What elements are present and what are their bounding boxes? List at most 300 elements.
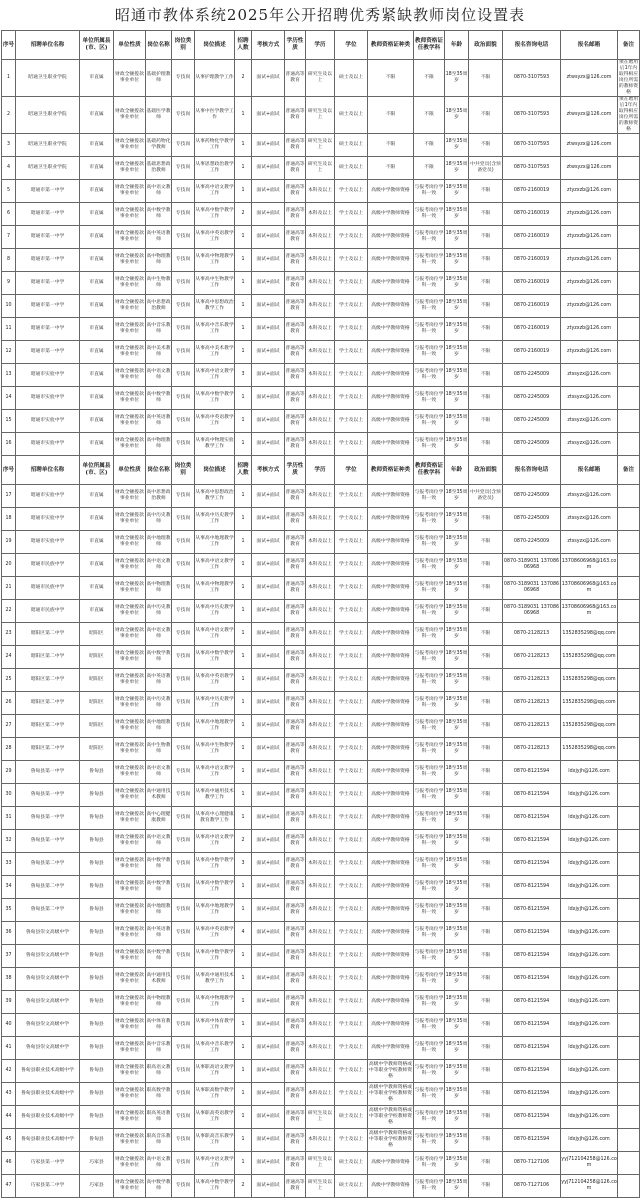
table-cell: 不限 — [469, 577, 503, 600]
table-cell — [618, 876, 640, 899]
table-cell: 面试+面试 — [252, 410, 285, 433]
table-cell: 普通高等教育 — [285, 387, 306, 410]
table-cell: 从事药物化学教学工作 — [195, 134, 235, 157]
table-cell: 研究生及以上 — [306, 1152, 335, 1175]
table-cell: 面试+面试 — [252, 692, 285, 715]
table-cell: 财政全额拨款事业单位 — [114, 295, 146, 318]
table-cell — [618, 508, 640, 531]
table-cell: 面试+面试 — [252, 203, 285, 226]
table-cell: 1 — [235, 433, 252, 456]
column-header: 序号 — [2, 31, 16, 60]
table-cell: 从事高中通用技术教学工作 — [195, 968, 235, 991]
table-row — [2, 249, 640, 272]
table-cell: 与报考岗位学科一致 — [414, 272, 445, 295]
table-cell: 1 — [235, 318, 252, 341]
table-cell: 从事高中数学教学工作 — [195, 387, 235, 410]
table-cell: 不限 — [469, 318, 503, 341]
table-cell: 硕士及以上 — [335, 60, 368, 97]
table-cell: 学士及以上 — [335, 1129, 368, 1152]
table-cell: 高中历史教师 — [146, 600, 172, 623]
table-cell: 市直属 — [80, 226, 114, 249]
table-cell: 财政全额拨款事业单位 — [114, 433, 146, 456]
table-cell: 18至35周岁 — [445, 341, 469, 364]
table-cell: 高级中学教师资格 — [368, 554, 414, 577]
table-cell: 18至35周岁 — [445, 180, 469, 203]
table-cell — [618, 807, 640, 830]
table-row — [2, 318, 640, 341]
table-cell: ztwsyzx@126.com — [561, 134, 618, 157]
table-cell: 17 — [2, 485, 16, 508]
table-cell: 高级中学教师资格 — [368, 715, 414, 738]
table-cell: 0870-2160019 — [503, 249, 561, 272]
table-cell: 专技岗 — [172, 807, 195, 830]
table-cell: 普通高等教育 — [285, 600, 306, 623]
table-row — [2, 853, 640, 876]
table-row — [2, 134, 640, 157]
table-cell: 学士及以上 — [335, 387, 368, 410]
table-cell: 财政全额拨款事业单位 — [114, 341, 146, 364]
table-row — [2, 761, 640, 784]
table-cell: 本科及以上 — [306, 623, 335, 646]
column-header: 招聘单位名称 — [16, 456, 80, 485]
table-cell: 专技岗 — [172, 1014, 195, 1037]
table-cell: 18至35周岁 — [445, 410, 469, 433]
table-cell: 鲁甸县 — [80, 991, 114, 1014]
table-cell: 从事高中思想政治教学工作 — [195, 295, 235, 318]
table-cell: 市直属 — [80, 387, 114, 410]
table-cell: 专技岗 — [172, 876, 195, 899]
table-cell: 不限 — [469, 646, 503, 669]
table-cell: 11 — [2, 318, 16, 341]
table-cell: 30 — [2, 784, 16, 807]
table-cell — [618, 922, 640, 945]
table-cell: 面试+面试 — [252, 853, 285, 876]
table-cell: ztssyzx@126.com — [561, 410, 618, 433]
table-cell: 普通高等教育 — [285, 226, 306, 249]
table-cell: 学士及以上 — [335, 318, 368, 341]
table-cell: 不限 — [469, 226, 503, 249]
table-cell: 市直属 — [80, 249, 114, 272]
table-cell: 昭通市实验中学 — [16, 410, 80, 433]
table-cell: 20 — [2, 554, 16, 577]
table-cell: 面试+面试 — [252, 1083, 285, 1106]
table-cell: 18至35周岁 — [445, 715, 469, 738]
table-cell: 普通高等教育 — [285, 945, 306, 968]
table-cell: 财政全额拨款事业单位 — [114, 1106, 146, 1129]
table-cell: 学士及以上 — [335, 968, 368, 991]
table-cell: ztyzxzb@126.com — [561, 341, 618, 364]
table-cell: 从事中医学教学工作 — [195, 97, 235, 134]
table-cell: 41 — [2, 1037, 16, 1060]
table-cell: 与报考岗位学科一致 — [414, 485, 445, 508]
table-cell: 高中美术教师 — [146, 341, 172, 364]
table-cell: ztssyzx@126.com — [561, 364, 618, 387]
table-cell: 本科及以上 — [306, 272, 335, 295]
table-cell: 本科及以上 — [306, 203, 335, 226]
table-cell: 鲁甸县第二中学 — [16, 899, 80, 922]
table-cell: 与报考岗位学科一致 — [414, 968, 445, 991]
table-cell: 高级中学教师资格 — [368, 341, 414, 364]
table-cell: 与报考岗位学科一致 — [414, 433, 445, 456]
table-cell: ztwsyzx@126.com — [561, 97, 618, 134]
table-cell: 财政全额拨款事业单位 — [114, 1083, 146, 1106]
table-cell: 高中数学教师 — [146, 876, 172, 899]
table-cell: 高级中学教师资格 — [368, 899, 414, 922]
table-cell: 财政全额拨款事业单位 — [114, 157, 146, 180]
table-cell: 学士及以上 — [335, 531, 368, 554]
table-cell: ztssyzx@126.com — [561, 433, 618, 456]
table-cell: 昭通市实验中学 — [16, 531, 80, 554]
table-cell: 鲁甸县 — [80, 945, 114, 968]
table-cell: 0870-2128213 — [503, 623, 561, 646]
table-cell: 高级中学教师资格 — [368, 577, 414, 600]
table-cell: 普通高等教育 — [285, 968, 306, 991]
table-cell: 高中历史教师 — [146, 692, 172, 715]
table-cell: 0870-2160019 — [503, 341, 561, 364]
table-cell: 从事高中语文教学工作 — [195, 554, 235, 577]
table-cell: 从事护理教学工作 — [195, 60, 235, 97]
table-cell: 从事思想政治教学工作 — [195, 157, 235, 180]
table-cell: 从事高中美术教学工作 — [195, 341, 235, 364]
table-cell: 普通高等教育 — [285, 97, 306, 134]
table-cell: 学士及以上 — [335, 945, 368, 968]
table-cell: 面试+面试 — [252, 134, 285, 157]
header-row — [2, 31, 640, 60]
table-cell: 高中体育教师 — [146, 1014, 172, 1037]
table-cell: 1 — [235, 623, 252, 646]
table-cell: 从事高中语文教学工作 — [195, 180, 235, 203]
table-cell: 专技岗 — [172, 295, 195, 318]
table-cell: 普通高等教育 — [285, 554, 306, 577]
table-cell: 高级中学教师资格 — [368, 410, 414, 433]
table-cell: 不限 — [414, 134, 445, 157]
table-cell: 学士及以上 — [335, 692, 368, 715]
table-cell: 0870-3107593 — [503, 134, 561, 157]
table-cell: 昭通市实验中学 — [16, 364, 80, 387]
table-cell: 学士及以上 — [335, 669, 368, 692]
table-cell: 0870-8121594 — [503, 761, 561, 784]
column-header: 教师资格证种类 — [368, 456, 414, 485]
table-cell: 学士及以上 — [335, 203, 368, 226]
table-cell: 普通高等教育 — [285, 157, 306, 180]
table-cell: 与报考岗位学科一致 — [414, 853, 445, 876]
table-cell: 面试+面试 — [252, 830, 285, 853]
table-cell: 从事职高英语教学工作 — [195, 1106, 235, 1129]
table-cell: 0870-3189031 13708606968 — [503, 554, 561, 577]
table-cell: ldxjyjh@126.com — [561, 1129, 618, 1152]
table-row — [2, 1152, 640, 1175]
table-cell: 鲁甸县崇文高级中学 — [16, 991, 80, 1014]
table-cell: 鲁甸县崇文高级中学 — [16, 1014, 80, 1037]
table-cell: 不限 — [414, 157, 445, 180]
table-cell: 高中数学教师 — [146, 1175, 172, 1198]
column-header: 序号 — [2, 456, 16, 485]
table-cell: 面试+面试 — [252, 272, 285, 295]
table-cell: 专技岗 — [172, 364, 195, 387]
table-cell: 专技岗 — [172, 508, 195, 531]
table-row — [2, 157, 640, 180]
table-cell: 18 — [2, 508, 16, 531]
table-cell: 1 — [235, 508, 252, 531]
table-cell: 0870-2245009 — [503, 387, 561, 410]
table-cell: 市直属 — [80, 180, 114, 203]
table-cell: 专技岗 — [172, 203, 195, 226]
table-cell: 本科及以上 — [306, 554, 335, 577]
table-cell: 1 — [235, 669, 252, 692]
table-cell: 从事高中语文教学工作 — [195, 830, 235, 853]
table-cell: 硕士及以上 — [335, 157, 368, 180]
table-cell: 学士及以上 — [335, 991, 368, 1014]
table-cell: 学士及以上 — [335, 577, 368, 600]
table-cell: 0870-2160019 — [503, 226, 561, 249]
table-cell: 面试+面试 — [252, 715, 285, 738]
table-cell: 普通高等教育 — [285, 272, 306, 295]
table-cell: 高级中学教师资格 — [368, 784, 414, 807]
table-cell: 面试+面试 — [252, 387, 285, 410]
table-cell: 29 — [2, 761, 16, 784]
table-cell: 专技岗 — [172, 899, 195, 922]
table-cell: 面试+面试 — [252, 945, 285, 968]
table-cell: 普通高等教育 — [285, 531, 306, 554]
table-cell: 昭阳区第二中学 — [16, 669, 80, 692]
table-cell: 面试+面试 — [252, 784, 285, 807]
table-cell: 与报考岗位学科一致 — [414, 577, 445, 600]
table-cell: 从事高中历史教学工作 — [195, 692, 235, 715]
table-row — [2, 531, 640, 554]
column-header: 考核方式 — [252, 31, 285, 60]
table-cell: 普通高等教育 — [285, 318, 306, 341]
table-cell: 从事高中语文教学工作 — [195, 761, 235, 784]
table-cell: 普通高等教育 — [285, 508, 306, 531]
table-cell: 从事高中地理教学工作 — [195, 531, 235, 554]
table-cell: 1352835298@qq.com — [561, 738, 618, 761]
table-cell — [618, 203, 640, 226]
table-cell: 不限 — [469, 1060, 503, 1083]
table-cell: 普通高等教育 — [285, 410, 306, 433]
table-row — [2, 945, 640, 968]
table-cell: 35 — [2, 899, 16, 922]
table-cell — [618, 991, 640, 1014]
table-cell: 昭阳区第二中学 — [16, 646, 80, 669]
table-row — [2, 830, 640, 853]
table-cell: 昭通市第一中学 — [16, 318, 80, 341]
column-header: 学历性质 — [285, 31, 306, 60]
table-cell: 高级中学教师资格 — [368, 830, 414, 853]
table-cell: 18至35周岁 — [445, 853, 469, 876]
table-cell: 与报考岗位学科一致 — [414, 508, 445, 531]
table-cell: 与报考岗位学科一致 — [414, 830, 445, 853]
table-cell: 32 — [2, 830, 16, 853]
table-cell: 高中数学教师 — [146, 646, 172, 669]
table-cell: 从事高中物理教学工作 — [195, 991, 235, 1014]
table-cell: 14 — [2, 387, 16, 410]
table-cell: 10 — [2, 295, 16, 318]
table-cell: 学士及以上 — [335, 784, 368, 807]
table-cell: 从事高中物理教学工作 — [195, 249, 235, 272]
table-cell: 0870-8121594 — [503, 853, 561, 876]
table-cell: 财政全额拨款事业单位 — [114, 577, 146, 600]
table-cell: 面试+面试 — [252, 761, 285, 784]
table-cell: 本科及以上 — [306, 508, 335, 531]
table-cell: 1 — [235, 968, 252, 991]
table-cell — [618, 554, 640, 577]
table-cell: 0870-8121594 — [503, 807, 561, 830]
table-cell: 0870-2128213 — [503, 738, 561, 761]
table-cell: 学士及以上 — [335, 410, 368, 433]
table-cell: 从事高中地理教学工作 — [195, 715, 235, 738]
table-cell: 高中英语教师 — [146, 922, 172, 945]
table-cell: 普通高等教育 — [285, 341, 306, 364]
table-cell: 从事高中英语教学工作 — [195, 669, 235, 692]
table-cell: 面试+面试 — [252, 1129, 285, 1152]
table-cell: 财政全额拨款事业单位 — [114, 97, 146, 134]
table-cell: 0870-2160019 — [503, 203, 561, 226]
table-cell — [618, 1014, 640, 1037]
table-cell: 昭阳区 — [80, 669, 114, 692]
table-cell: ldxjyjh@126.com — [561, 830, 618, 853]
table-cell: 1 — [235, 761, 252, 784]
table-cell: 本科及以上 — [306, 577, 335, 600]
table-cell: 高级中学教师资格 — [368, 295, 414, 318]
table-cell: 市直属 — [80, 508, 114, 531]
table-cell: 不限 — [414, 97, 445, 134]
table-cell: 18至35周岁 — [445, 600, 469, 623]
table-cell: 18至35周岁 — [445, 692, 469, 715]
table-cell: 高中语文教师 — [146, 830, 172, 853]
table-cell: 1 — [235, 945, 252, 968]
table-cell: 高中通用技术教师 — [146, 784, 172, 807]
column-header: 招聘人数 — [235, 456, 252, 485]
table-cell: 0870-8121594 — [503, 1129, 561, 1152]
table-row — [2, 1129, 640, 1152]
table-row — [2, 1083, 640, 1106]
table-cell: 不限 — [368, 157, 414, 180]
table-cell: 鲁甸县 — [80, 761, 114, 784]
table-cell: 0870-2128213 — [503, 692, 561, 715]
table-cell: 34 — [2, 876, 16, 899]
table-row — [2, 485, 640, 508]
table-cell: 0870-2128213 — [503, 715, 561, 738]
table-cell: 本科及以上 — [306, 646, 335, 669]
table-cell: 昭阳区第二中学 — [16, 738, 80, 761]
table-cell: 普通高等教育 — [285, 853, 306, 876]
table-cell: 学士及以上 — [335, 180, 368, 203]
table-cell: 从事高中心理健康教育教学工作 — [195, 807, 235, 830]
table-cell: 市直属 — [80, 577, 114, 600]
table-cell: 巧家县第二中学 — [16, 1175, 80, 1198]
table-cell: 13708606968@163.com — [561, 577, 618, 600]
table-cell: 与报考岗位学科一致 — [414, 761, 445, 784]
table-cell: 面试+面试 — [252, 531, 285, 554]
table-cell: 与报考岗位学科一致 — [414, 249, 445, 272]
table-cell: 面试+面试 — [252, 991, 285, 1014]
table-cell: 1 — [235, 249, 252, 272]
table-cell: ldxjyjh@126.com — [561, 899, 618, 922]
table-cell: 本科及以上 — [306, 1129, 335, 1152]
table-cell: 不限 — [414, 60, 445, 97]
table-cell: 18至35周岁 — [445, 991, 469, 1014]
table-cell: 高级中学教师资格 — [368, 922, 414, 945]
table-cell: 巧家县 — [80, 1175, 114, 1198]
table-cell — [618, 715, 640, 738]
table-cell: 1 — [235, 899, 252, 922]
table-cell: 面试+面试 — [252, 646, 285, 669]
table-cell: 18至35周岁 — [445, 387, 469, 410]
table-cell: 面试+面试 — [252, 968, 285, 991]
table-cell: 昭通市第一中学 — [16, 249, 80, 272]
table-cell: 18至35周岁 — [445, 97, 469, 134]
table-cell: 0870-8121594 — [503, 1037, 561, 1060]
table-cell: 18至35周岁 — [445, 945, 469, 968]
table-cell: 12 — [2, 341, 16, 364]
table-cell: 不限 — [469, 554, 503, 577]
table-cell: 专技岗 — [172, 669, 195, 692]
table-cell: 面试+面试 — [252, 485, 285, 508]
page-title: 昭通市教体系统2025年公开招聘优秀紧缺教师岗位设置表 — [114, 6, 526, 24]
table-cell: 不限 — [469, 669, 503, 692]
table-cell: 专技岗 — [172, 134, 195, 157]
table-cell: 财政全额拨款事业单位 — [114, 180, 146, 203]
table-cell: 18至35周岁 — [445, 60, 469, 97]
table-cell: 与报考岗位学科一致 — [414, 387, 445, 410]
table-cell: 0870-8121594 — [503, 945, 561, 968]
table-cell: 财政全额拨款事业单位 — [114, 203, 146, 226]
table-cell: 鲁甸县 — [80, 1060, 114, 1083]
table-cell: 39 — [2, 991, 16, 1014]
table-cell: 高中生物教师 — [146, 272, 172, 295]
table-cell: 从事高中数学教学工作 — [195, 203, 235, 226]
table-cell: 昭阳区 — [80, 715, 114, 738]
table-cell: 不限 — [469, 922, 503, 945]
table-cell: 面试+面试 — [252, 180, 285, 203]
table-cell: 与报考岗位学科一致 — [414, 295, 445, 318]
table-cell: 0870-8121594 — [503, 1083, 561, 1106]
table-cell: 4 — [235, 922, 252, 945]
table-cell: 市直属 — [80, 554, 114, 577]
table-cell: 0870-2160019 — [503, 318, 561, 341]
column-header: 招聘单位名称 — [16, 31, 80, 60]
table-cell: 0870-8121594 — [503, 1014, 561, 1037]
table-cell: ztyzxzb@126.com — [561, 249, 618, 272]
table-cell: 1 — [235, 807, 252, 830]
table-cell: 1 — [235, 387, 252, 410]
table-cell: 财政全额拨款事业单位 — [114, 623, 146, 646]
table-cell: 昭阳区第二中学 — [16, 692, 80, 715]
table-cell: 昭通市民族中学 — [16, 577, 80, 600]
table-cell: 0870-2128213 — [503, 669, 561, 692]
table-cell: 鲁甸县 — [80, 1129, 114, 1152]
table-cell: 硕士及以上 — [335, 1106, 368, 1129]
table-cell: 本科及以上 — [306, 295, 335, 318]
table-cell: 13708606968@163.com — [561, 554, 618, 577]
table-cell: 0870-8121594 — [503, 876, 561, 899]
table-cell: 市直属 — [80, 341, 114, 364]
table-cell: 高中地理教师 — [146, 715, 172, 738]
table-cell: 37 — [2, 945, 16, 968]
table-cell: 从事高中思想政治教学工作 — [195, 485, 235, 508]
table-cell: 学士及以上 — [335, 830, 368, 853]
table-cell: 与报考岗位学科一致 — [414, 669, 445, 692]
table-cell: 16 — [2, 433, 16, 456]
table-cell: 财政全额拨款事业单位 — [114, 738, 146, 761]
table-cell: 专技岗 — [172, 1175, 195, 1198]
table-cell: 0870-3189031 13708606968 — [503, 577, 561, 600]
table-cell: 0870-2128213 — [503, 646, 561, 669]
column-header: 岗位描述 — [195, 31, 235, 60]
column-header: 单位性质 — [114, 456, 146, 485]
table-cell: 高级中学教师资格 — [368, 1037, 414, 1060]
table-cell: 鲁甸县 — [80, 807, 114, 830]
